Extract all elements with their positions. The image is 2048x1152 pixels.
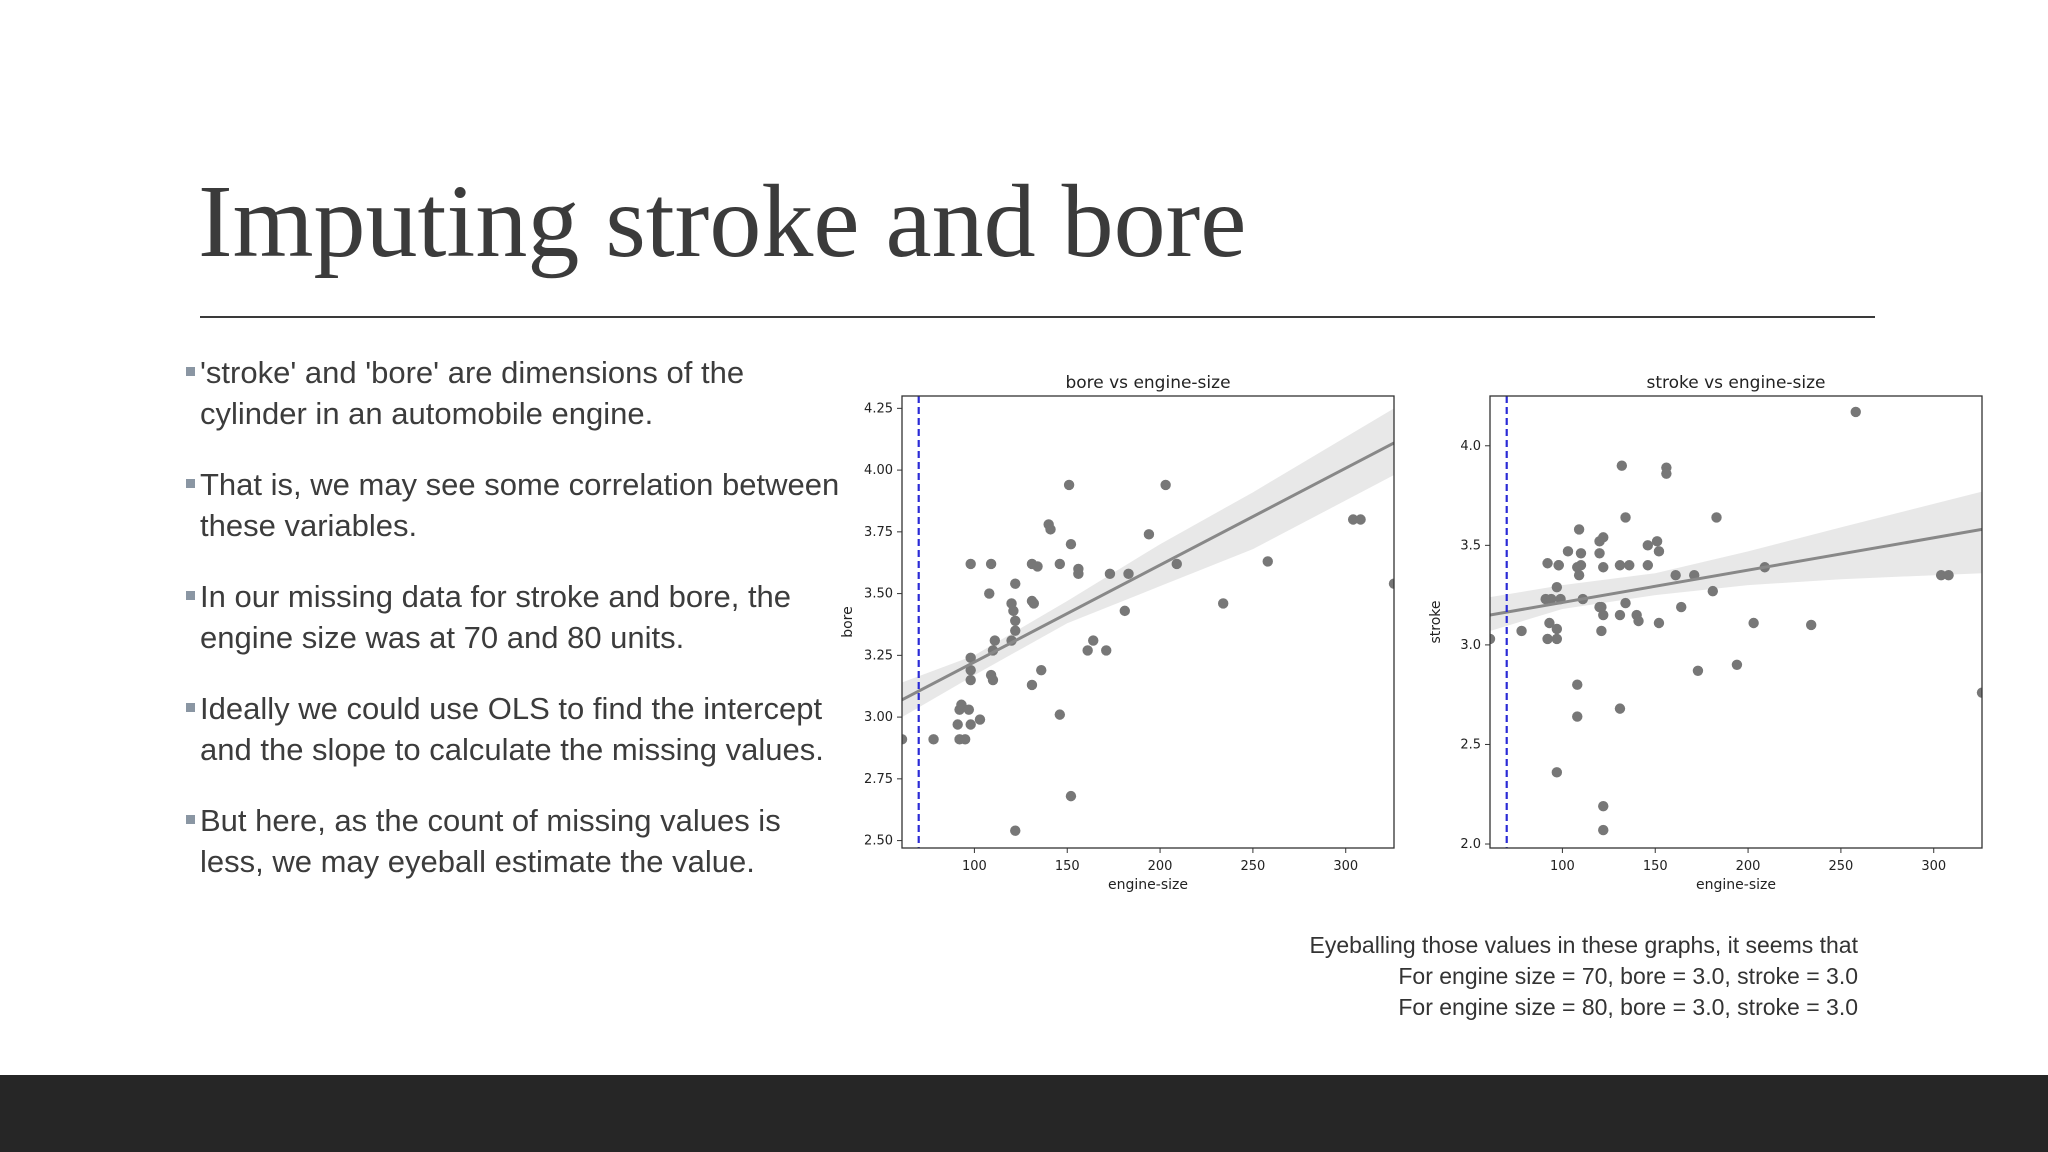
data-point xyxy=(1542,558,1552,568)
data-point xyxy=(988,675,998,685)
plot-area xyxy=(897,396,1399,848)
data-point xyxy=(1055,559,1065,569)
data-point xyxy=(1010,826,1020,836)
data-point xyxy=(1654,546,1664,556)
data-point xyxy=(1851,407,1861,417)
data-point xyxy=(1670,570,1680,580)
data-point xyxy=(1552,582,1562,592)
data-point xyxy=(1620,598,1630,608)
data-point xyxy=(1693,666,1703,676)
y-tick-label: 4.0 xyxy=(1460,438,1481,454)
x-tick-label: 150 xyxy=(1054,859,1080,874)
data-point xyxy=(1643,540,1653,550)
y-tick-label: 3.50 xyxy=(864,586,893,602)
bullet-list xyxy=(186,352,846,912)
data-point xyxy=(1711,512,1721,522)
data-point xyxy=(1120,606,1130,616)
data-point xyxy=(964,704,974,714)
plot-area xyxy=(1485,396,1987,848)
data-point xyxy=(1055,709,1065,719)
data-point xyxy=(1218,598,1228,608)
y-tick-label: 4.25 xyxy=(864,401,893,417)
data-point xyxy=(1748,618,1758,628)
bullet-text: Ideally we could use OLS to find the intercept and the slope to calculate the missing values. xyxy=(200,691,824,767)
data-point xyxy=(1576,560,1586,570)
x-tick-label: 100 xyxy=(961,859,987,874)
bullet-text: In our missing data for stroke and bore, the engine size was at 70 and 80 units. xyxy=(200,579,792,655)
data-point xyxy=(1615,703,1625,713)
data-point xyxy=(1624,560,1634,570)
data-point xyxy=(1066,791,1076,801)
data-point xyxy=(965,675,975,685)
bullet-marker-icon xyxy=(186,703,195,712)
stroke-vs-engine-size-chart xyxy=(1424,368,1988,904)
data-point xyxy=(1066,539,1076,549)
x-tick-label: 300 xyxy=(1921,859,1947,874)
data-point xyxy=(1073,564,1083,574)
y-tick-label: 3.25 xyxy=(864,648,893,664)
data-point xyxy=(1598,532,1608,542)
bullet-item xyxy=(186,352,846,434)
plot-frame xyxy=(1490,396,1982,848)
data-point xyxy=(1172,559,1182,569)
regression-line xyxy=(902,443,1394,700)
y-tick-label: 2.50 xyxy=(864,833,893,849)
data-point xyxy=(1598,562,1608,572)
bullet-item xyxy=(186,576,846,658)
bullet-text: But here, as the count of missing values is less, we may eyeball estimate the value. xyxy=(200,803,781,879)
data-point xyxy=(1596,626,1606,636)
data-point xyxy=(1615,610,1625,620)
chart-title: stroke vs engine-size xyxy=(1646,373,1826,393)
data-point xyxy=(1620,512,1630,522)
x-tick-label: 250 xyxy=(1240,859,1266,874)
data-point xyxy=(1032,561,1042,571)
data-point xyxy=(1617,460,1627,470)
data-point xyxy=(1355,514,1365,524)
data-point xyxy=(1010,616,1020,626)
data-point xyxy=(1574,570,1584,580)
data-point xyxy=(1552,767,1562,777)
bullet-marker-icon xyxy=(186,815,195,824)
data-point xyxy=(1572,680,1582,690)
y-axis-label: stroke xyxy=(1428,600,1444,644)
data-point xyxy=(1552,624,1562,634)
data-point xyxy=(1160,480,1170,490)
data-point xyxy=(1806,620,1816,630)
data-point xyxy=(1123,569,1133,579)
data-point xyxy=(1101,645,1111,655)
data-point xyxy=(1036,665,1046,675)
data-point xyxy=(986,559,996,569)
y-tick-label: 2.0 xyxy=(1460,837,1481,853)
data-point xyxy=(1552,634,1562,644)
data-point xyxy=(1652,536,1662,546)
data-point xyxy=(984,588,994,598)
bullet-item xyxy=(186,464,846,546)
data-point xyxy=(1574,524,1584,534)
data-point xyxy=(952,719,962,729)
data-point xyxy=(1633,616,1643,626)
confidence-band xyxy=(1490,492,1982,631)
caption-line: For engine size = 70, bore = 3.0, stroke = 3.0 xyxy=(1398,963,1858,989)
data-point xyxy=(1708,586,1718,596)
data-point xyxy=(1576,548,1586,558)
data-point xyxy=(1553,560,1563,570)
data-point xyxy=(1010,579,1020,589)
x-tick-label: 200 xyxy=(1147,859,1173,874)
data-point xyxy=(1105,569,1115,579)
bullet-item xyxy=(186,800,846,882)
title-divider xyxy=(200,316,1875,318)
data-point xyxy=(1045,524,1055,534)
data-point xyxy=(975,714,985,724)
x-tick-label: 300 xyxy=(1333,859,1359,874)
y-tick-label: 3.75 xyxy=(864,524,893,540)
bullet-marker-icon xyxy=(186,591,195,600)
data-point xyxy=(960,734,970,744)
data-point xyxy=(1064,480,1074,490)
y-tick-label: 4.00 xyxy=(864,463,893,479)
y-tick-label: 3.5 xyxy=(1460,538,1481,554)
data-point xyxy=(1263,556,1273,566)
data-point xyxy=(1010,625,1020,635)
data-point xyxy=(1027,680,1037,690)
x-tick-label: 250 xyxy=(1828,859,1854,874)
data-point xyxy=(1029,598,1039,608)
data-point xyxy=(965,719,975,729)
data-point xyxy=(965,559,975,569)
data-point xyxy=(1676,602,1686,612)
footer-bar xyxy=(0,1075,2048,1152)
data-point xyxy=(1563,546,1573,556)
data-point xyxy=(1598,610,1608,620)
bore-vs-engine-size-chart xyxy=(836,368,1400,904)
data-point xyxy=(928,734,938,744)
y-tick-label: 3.00 xyxy=(864,710,893,726)
data-point xyxy=(1732,660,1742,670)
data-point xyxy=(1144,529,1154,539)
data-point xyxy=(1088,635,1098,645)
data-point xyxy=(990,635,1000,645)
data-point xyxy=(1516,626,1526,636)
y-tick-label: 3.0 xyxy=(1460,637,1481,653)
slide-title: Imputing stroke and bore xyxy=(198,164,1247,279)
data-point xyxy=(1661,468,1671,478)
y-tick-label: 2.75 xyxy=(864,771,893,787)
x-tick-label: 150 xyxy=(1642,859,1668,874)
data-point xyxy=(1082,645,1092,655)
chart-title: bore vs engine-size xyxy=(1065,373,1231,393)
bullet-marker-icon xyxy=(186,479,195,488)
data-point xyxy=(1598,801,1608,811)
data-point xyxy=(1615,560,1625,570)
caption-line: For engine size = 80, bore = 3.0, stroke = 3.0 xyxy=(1398,994,1858,1020)
x-tick-label: 100 xyxy=(1549,859,1575,874)
data-point xyxy=(1008,606,1018,616)
bullet-marker-icon xyxy=(186,367,195,376)
x-axis-label: engine-size xyxy=(1108,877,1188,893)
data-point xyxy=(1654,618,1664,628)
y-tick-label: 2.5 xyxy=(1460,737,1481,753)
bullet-item xyxy=(186,688,846,770)
bullet-text: 'stroke' and 'bore' are dimensions of the cylinder in an automobile engine. xyxy=(200,355,745,431)
data-point xyxy=(1594,548,1604,558)
data-point xyxy=(1542,634,1552,644)
data-point xyxy=(1598,825,1608,835)
data-point xyxy=(1643,560,1653,570)
data-point xyxy=(1943,570,1953,580)
caption-line: Eyeballing those values in these graphs, it seems that xyxy=(1309,932,1858,958)
bullet-text: That is, we may see some correlation between these variables. xyxy=(200,467,840,543)
x-tick-label: 200 xyxy=(1735,859,1761,874)
x-axis-label: engine-size xyxy=(1696,877,1776,893)
data-point xyxy=(1572,711,1582,721)
y-axis-label: bore xyxy=(840,606,856,638)
eyeball-caption xyxy=(1310,930,1859,1023)
